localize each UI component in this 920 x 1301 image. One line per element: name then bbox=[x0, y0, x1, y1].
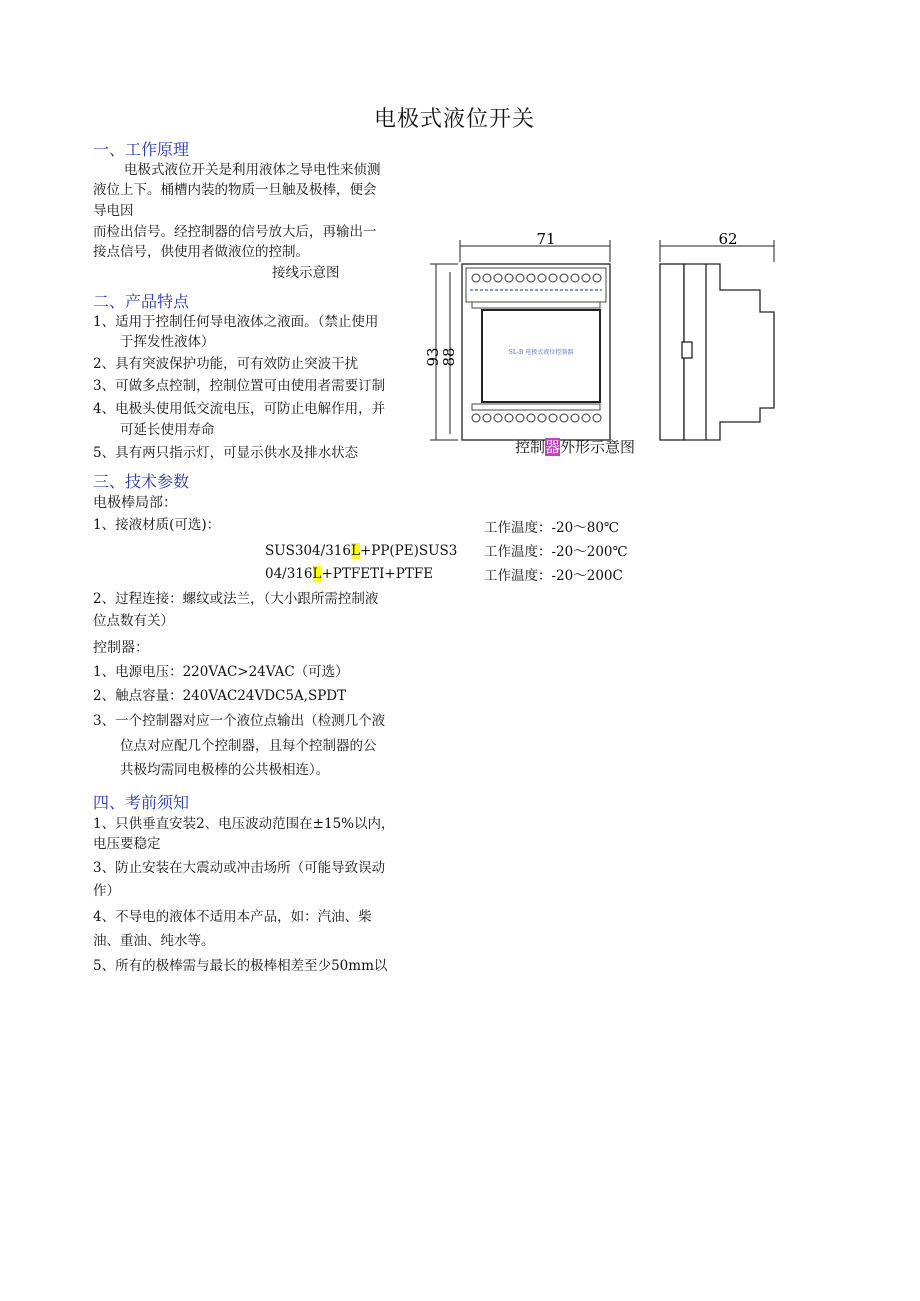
note-line: 油、重油、纯水等。 bbox=[93, 933, 215, 949]
feature-line: 于挥发性液体） bbox=[120, 334, 215, 350]
feature-line: 4、电极头使用低交流电压，可防止电解作用，并 bbox=[93, 401, 386, 417]
note-line: 5、所有的极棒需与最长的极棒相差至少50mm以 bbox=[93, 958, 388, 974]
section-heading-features: 二、产品特点 bbox=[93, 292, 190, 311]
material-label: 1、接液材质(可选)： bbox=[93, 517, 221, 533]
temp-line: 工作温度：-20～80℃ bbox=[484, 520, 620, 536]
process-line: 位点数有关） bbox=[93, 613, 174, 629]
controller-outline-figure bbox=[420, 222, 780, 462]
principle-line: 接点信号，供使用者做液位的控制。 bbox=[93, 244, 309, 260]
note-line: 4、不导电的液体不适用本产品，如：汽油、柴 bbox=[93, 909, 372, 925]
section-heading-principle: 一、工作原理 bbox=[93, 140, 190, 159]
material-line-1: SUS304/316L+PP(PE)SUS3 bbox=[265, 543, 458, 559]
section-heading-specs: 三、技术参数 bbox=[93, 472, 190, 491]
controller-line: 2、触点容量：240VAC24VDC5A,SPDT bbox=[93, 688, 347, 704]
principle-line: 液位上下。桶槽内装的物质一旦触及极棒，便会 bbox=[93, 182, 377, 198]
dim-height-inner-label: 88 bbox=[440, 347, 458, 367]
note-line: 电压要稳定 bbox=[93, 836, 161, 852]
dim-height-outer-label: 93 bbox=[424, 347, 442, 367]
process-line: 2、过程连接：螺纹或法兰，（大小跟所需控制液 bbox=[93, 591, 379, 607]
controller-line: 位点对应配几个控制器，且每个控制器的公 bbox=[120, 738, 377, 754]
note-line: 3、防止安装在大震动或冲击场所（可能导致误动 bbox=[93, 860, 386, 876]
note-line: 1、只供垂直安装2、电压波动范围在±15%以内， bbox=[93, 816, 395, 832]
dim-depth-label: 62 bbox=[718, 230, 738, 248]
page-title: 电极式液位开关 bbox=[374, 107, 536, 132]
dim-width-label: 71 bbox=[536, 230, 556, 248]
principle-line: 电极式液位开关是利用液体之导电性来侦测 bbox=[124, 162, 381, 178]
controller-line: 3、一个控制器对应一个液位点输出（检测几个液 bbox=[93, 713, 386, 729]
controller-line: 1、电源电压：220VAC>24VAC（可选） bbox=[93, 664, 349, 680]
temp-line: 工作温度：-20～200C bbox=[484, 568, 623, 584]
section-heading-notes: 四、考前须知 bbox=[93, 793, 190, 812]
temp-line: 工作温度：-20～200℃ bbox=[484, 544, 628, 560]
principle-line: 导电因 bbox=[93, 203, 134, 219]
controller-panel bbox=[482, 310, 600, 402]
panel-label: SL-B 电极式液位控制器 bbox=[508, 349, 574, 356]
controller-label: 控制器： bbox=[93, 640, 149, 656]
electrode-label: 电极棒局部： bbox=[93, 495, 177, 511]
side-view bbox=[660, 264, 774, 440]
feature-line: 5、具有两只指示灯，可显示供水及排水状态 bbox=[93, 445, 359, 461]
feature-line: 可延长使用寿命 bbox=[120, 422, 215, 438]
principle-line: 而检出信号。经控制器的信号放大后，再输出一 bbox=[93, 224, 377, 240]
feature-line: 1、适用于控制任何导电液体之液面。（禁止使用 bbox=[93, 314, 379, 330]
material-line-2: 04/316L+PTFETI+PTFE bbox=[265, 566, 434, 582]
feature-line: 2、具有突波保护功能，可有效防止突波干扰 bbox=[93, 356, 359, 372]
controller-line: 共极均需同电极棒的公共极相连）。 bbox=[120, 762, 330, 778]
note-line: 作） bbox=[93, 883, 120, 899]
figure-caption: 控制器外形示意图 bbox=[515, 438, 636, 456]
feature-line: 3、可做多点控制，控制位置可由使用者需要订制 bbox=[93, 378, 386, 394]
wiring-caption: 接线示意图 bbox=[272, 265, 340, 281]
